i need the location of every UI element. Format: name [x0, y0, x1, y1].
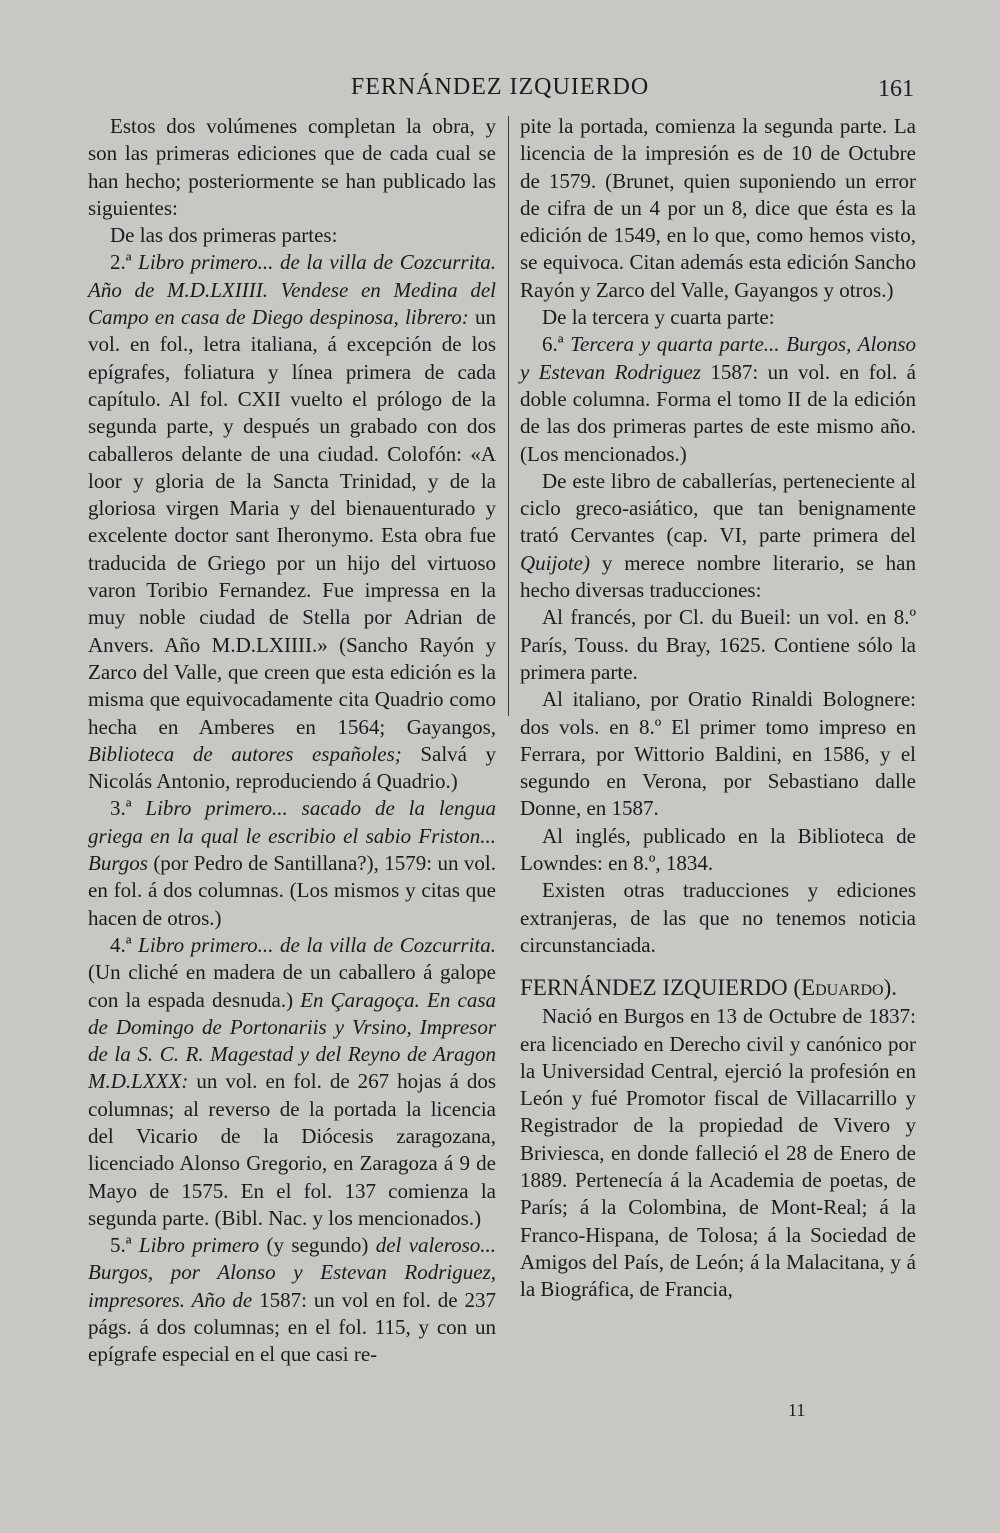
entry-number: 6.ª: [542, 332, 564, 357]
page-header: [0, 72, 1000, 108]
title-text: Quijote): [520, 550, 590, 575]
paragraph: De la tercera y cuarta parte:: [542, 305, 775, 330]
paragraph: Al francés, por Cl. du Bueil: un vol. en 8.º París, Touss. du Bray, 1625. Contiene sólo la primera parte.: [520, 605, 916, 684]
entry-text: un vol. en fol., letra italiana, á excepción de los epígrafes, foliatura y línea primera de cada capítulo. Al fol. CXII vuelto el prólogo de la segunda parte, y después un grabado con dos caballeros delante de una ciudad. Colofón: «A loor y gloria de la Sancta Trinidad, y de la gloriosa virgen Maria y del bienauenturado y excelente doctor sant Iheronymo. Esta obra fue traducida de Griego por un hijo del virtuoso varon Toribio Fernandez. Fue impressa en la muy noble ciudad de Stella por Adrian de Anvers. Año M.D.LXIIII.» (Sancho Rayón y Zarco del Valle, que creen que esta edición es la misma que equivocadamente cita Quadrio como hecha en Amberes en 1564; Gayangos,: [88, 305, 496, 739]
entry-number: 5.ª: [110, 1233, 132, 1258]
title-text: del valeroso... Burgos, por Alonso y Estevan Rodriguez, impresores. Año de: [88, 1233, 497, 1312]
entry-number: 4.ª: [110, 932, 132, 957]
column-rule: [508, 116, 509, 716]
paragraph: Estos dos volúmenes completan la obra, y son las primeras ediciones que de cada cual se han hecho; posteriormente se han publicado las siguientes:: [88, 114, 496, 220]
paragraph: pite la portada, comienza la segunda parte. La licencia de la impresión es de 10 de Octubre de 1579. (Brunet, quien suponiendo un error de cifra de un 4 por un 8, dice que ésta es la edición de 1549, en lo que, como hemos visto, se equivoca. Citan además esta edición Sancho Rayón y Zarco del Valle, Gayangos y otros.): [520, 114, 916, 302]
title-text: Libro primero... de la villa de Cozcurrita.: [138, 932, 497, 957]
edition-entry: [88, 249, 496, 795]
entry-text: 1587: un vol en fol. de 237 págs. á dos columnas; en el fol. 115, y con un epígrafe especial en el que casi re-: [88, 1287, 497, 1367]
running-title: FERNÁNDEZ IZQUIERDO: [350, 74, 650, 100]
title-text: En Çaragoça. En casa de Domingo de Portonariis y Vrsino, Impresor de la S. C. R. Magestad y del Reyno de Aragon M.D.LXXX:: [88, 987, 497, 1094]
entry-text: y merece nombre literario, se han hecho diversas traducciones:: [520, 550, 916, 603]
paragraph: Al inglés, publicado en la Biblioteca de Lowndes: en 8.º, 1834.: [520, 823, 916, 876]
entry-number: 2.ª: [110, 250, 132, 275]
paragraph: De las dos primeras partes:: [110, 223, 338, 248]
title-text: Libro primero: [138, 1233, 260, 1258]
paragraph: Existen otras traducciones y ediciones extranjeras, de las que no tenemos noticia circunstanciada.: [520, 878, 916, 957]
edition-entry: [88, 1232, 496, 1368]
paragraph: [520, 468, 916, 604]
left-column: [88, 113, 496, 1369]
edition-entry: [88, 932, 496, 1232]
paragraph: Nació en Burgos en 13 de Octubre de 1837: era licenciado en Derecho civil y canónico por la Universidad Central, ejerció la profesión en León y fué Promotor fiscal de Villacarrillo y Registrador de la propiedad de Vivero y Briviesca, en donde falleció el 28 de Enero de 1889. Pertenecía á la Academia de poetas, de París; á la Colombina, de Mont-Real; á la Franco-Hispana, de Tolosa; á la Sociedad de Amigos del País, de León; á la Malacitana, y á la Biográfica, de Francia,: [520, 1004, 916, 1302]
paragraph: Al italiano, por Oratio Rinaldi Bolognere: dos vols. en 8.º El primer tomo impreso en Ferrara, por Wittorio Baldini, en 1586, y el segundo en Verona, por Sebastiano dalle Donne, en 1587.: [520, 687, 916, 821]
entry-heading-name: FERNÁNDEZ IZQUIERDO: [520, 975, 788, 1001]
entry-text: Salvá y Nicolás Antonio, reproduciendo á Quadrio.): [88, 741, 497, 794]
entry-heading: [520, 973, 916, 1003]
entry-text: (Un cliché en madera de un caballero á galope con la espada desnuda.): [88, 960, 496, 1012]
entry-text: De este libro de caballerías, perteneciente al ciclo greco-asiático, que tan benignamente trató Cervantes (cap. VI, parte primera del: [520, 468, 916, 548]
signature-mark: 11: [788, 1400, 806, 1420]
entry-text: 1587: un vol. en fol. á doble columna. Forma el tomo II de la edición de las dos primeras partes de este mismo año. (Los mencionados.): [520, 359, 917, 466]
edition-entry: [520, 331, 916, 467]
title-text: Biblioteca de autores españoles;: [88, 741, 402, 766]
entry-number: 3.ª: [110, 796, 132, 821]
title-text: Libro primero... de la villa de Cozcurrita. Año de M.D.LXIIII. Vendese en Medina del Campo en casa de Diego despinosa, librero:: [88, 250, 497, 330]
entry-heading-given: (Eduardo).: [793, 975, 897, 1001]
title-text: Libro primero... sacado de la lengua griega en la qual le escribio el sabio Friston... Burgos: [88, 796, 496, 876]
entry-text: (por Pedro de Santillana?), 1579: un vol. en fol. á dos columnas. (Los mismos y citas que hacen de otros.): [88, 851, 496, 930]
right-column: [520, 113, 916, 1303]
title-text: Tercera y quarta parte... Burgos, Alonso y Estevan Rodriguez: [520, 332, 916, 384]
edition-entry: [88, 795, 496, 931]
page-number: 161: [878, 76, 914, 102]
entry-text: (y segundo): [266, 1233, 369, 1258]
entry-text: un vol. en fol. de 267 hojas á dos columnas; al reverso de la portada la licencia del Vicario de la Diócesis zaragozana, licenciado Alonso Gregorio, en Zaragoza á 9 de Mayo de 1575. En el fol. 137 comienza la segunda parte. (Bibl. Nac. y los mencionados.): [88, 1069, 497, 1230]
